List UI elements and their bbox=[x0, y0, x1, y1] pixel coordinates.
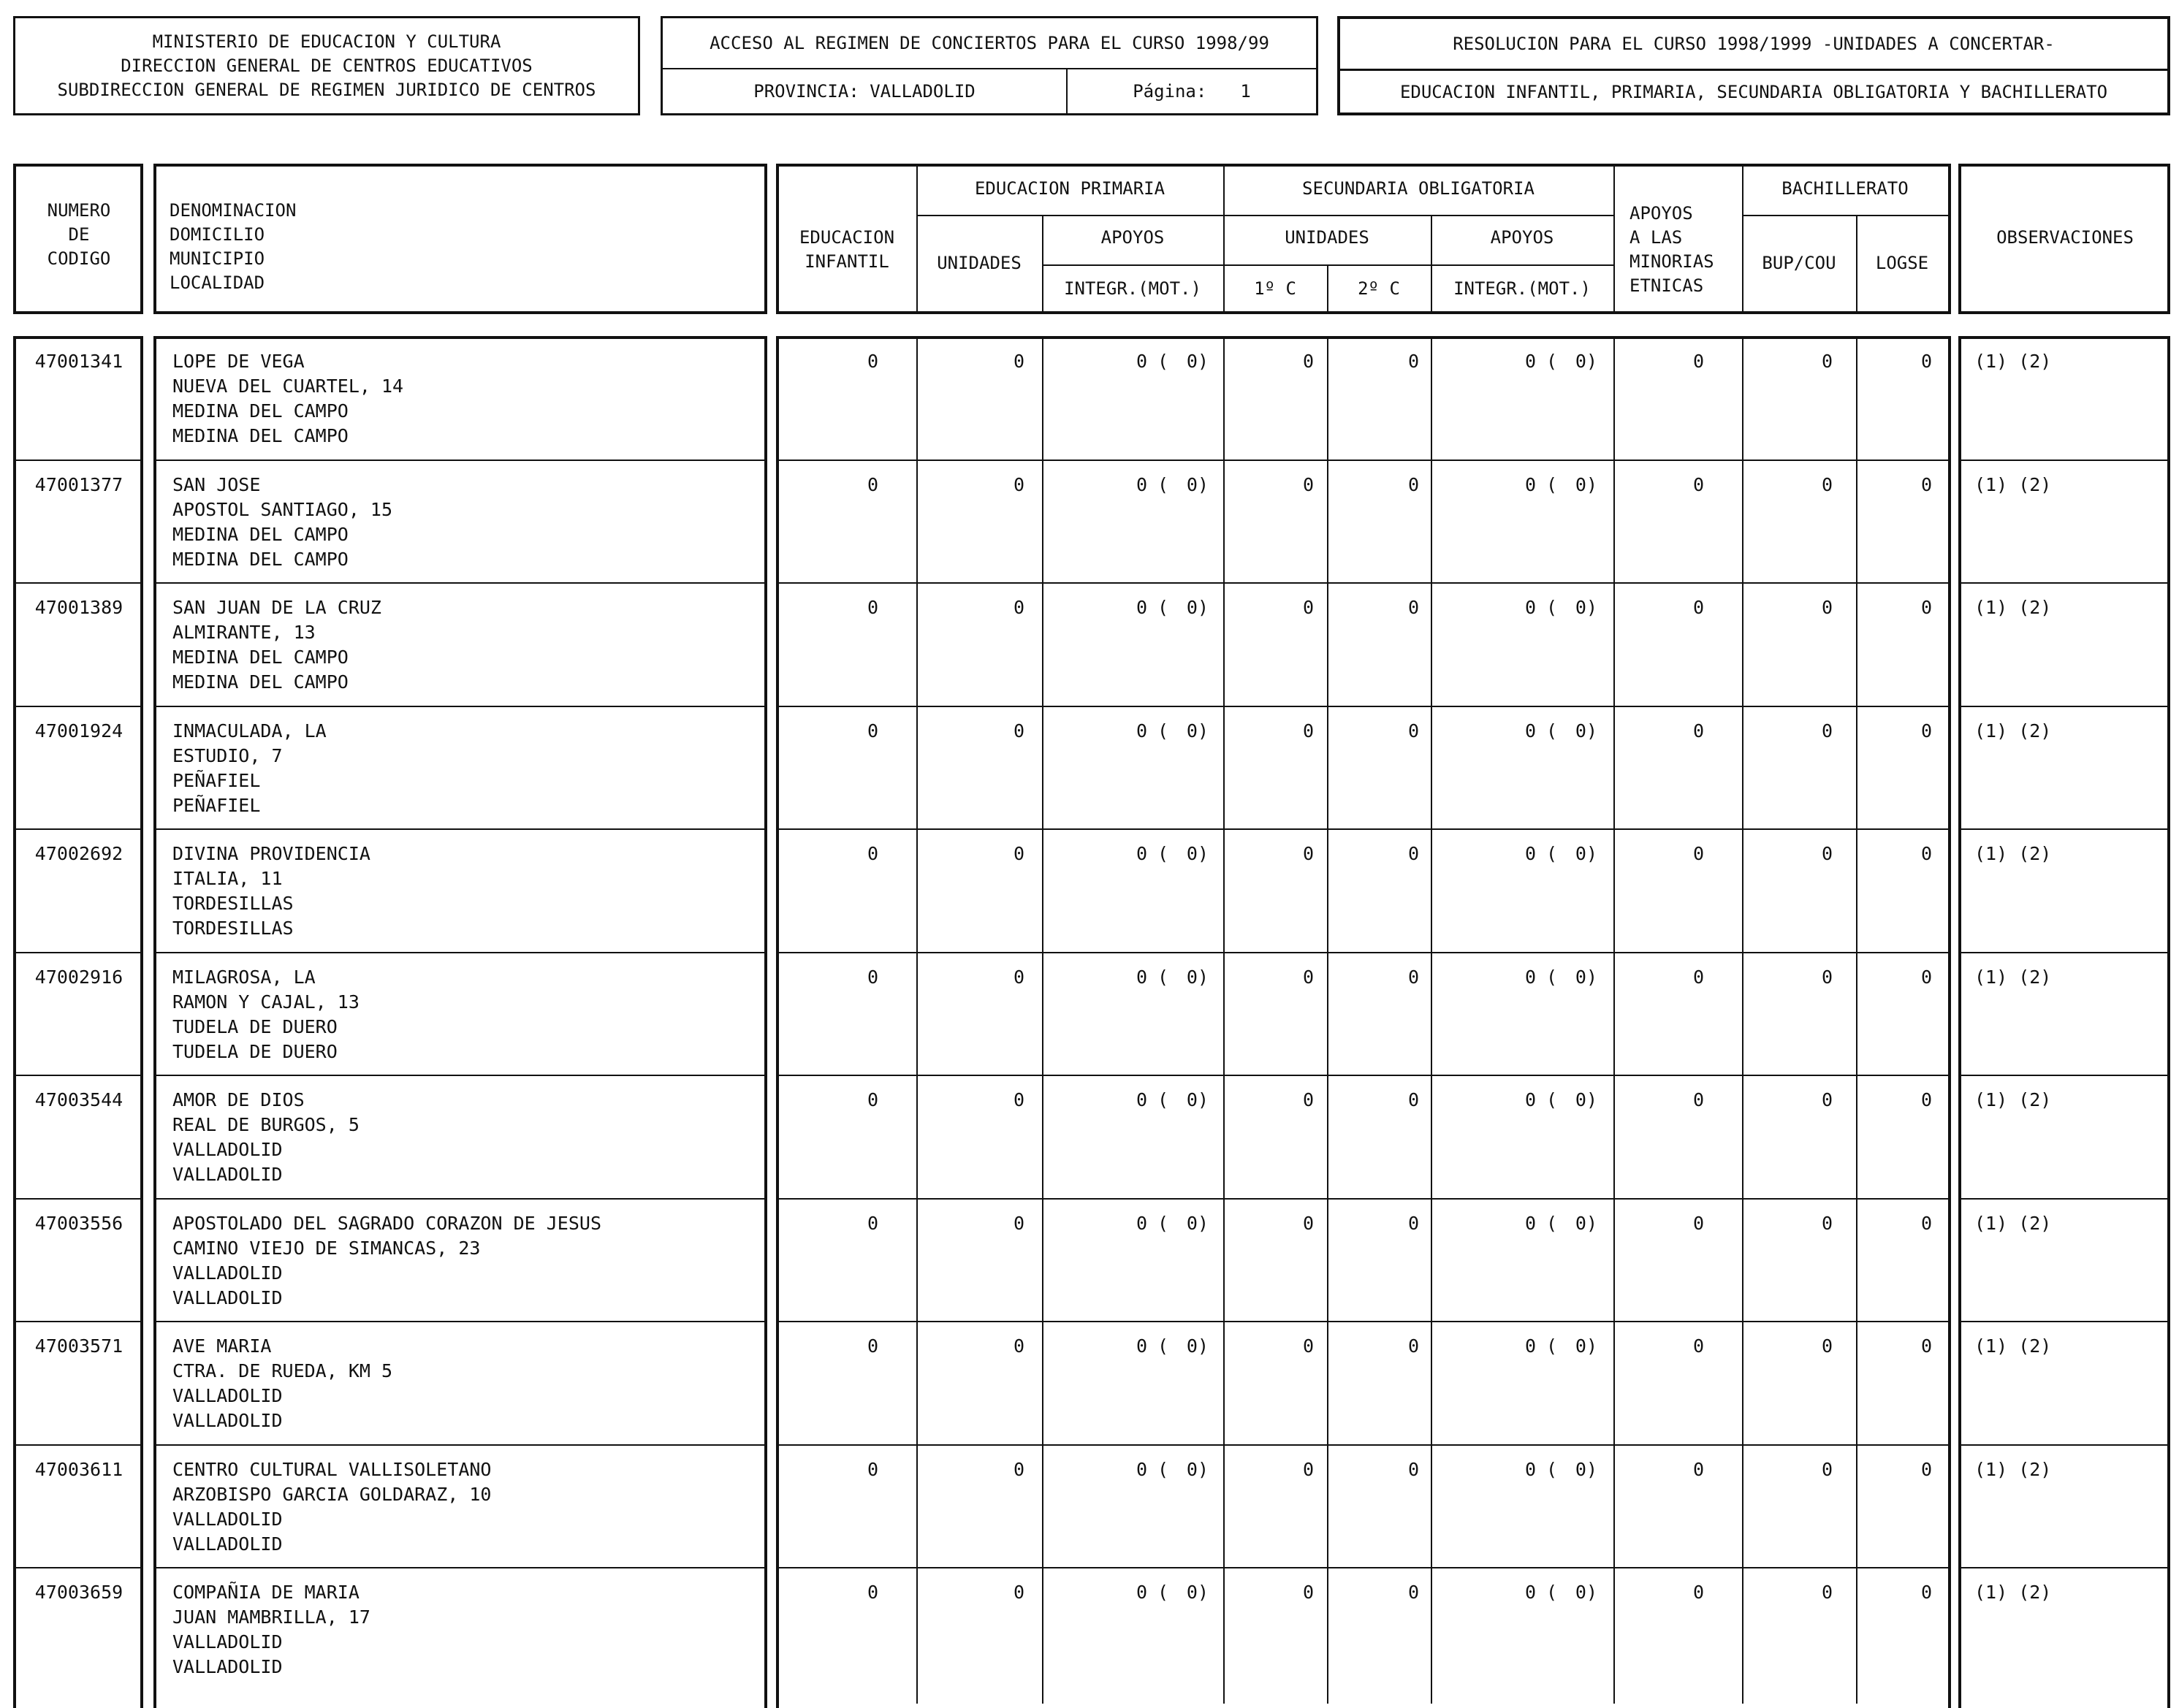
denominacion-cell: AVE MARIA bbox=[172, 1335, 272, 1357]
sec-apoyo-value: 0 bbox=[1524, 966, 1536, 988]
minorias-value: 0 bbox=[1692, 1335, 1704, 1357]
logse-value: 0 bbox=[1920, 351, 1932, 372]
sec-1c-value: 0 bbox=[1302, 351, 1314, 372]
prim-unidades-header: UNIDADES bbox=[937, 253, 1022, 273]
table-row bbox=[0, 1321, 2179, 1444]
infantil-value: 0 bbox=[867, 843, 878, 864]
prim-unidades-value: 0 bbox=[1013, 1335, 1024, 1357]
prim-unidades-value: 0 bbox=[1013, 966, 1024, 988]
prim-apoyo-value: 0 bbox=[1136, 351, 1147, 372]
sec-mot-value: 0) bbox=[1575, 1582, 1597, 1603]
codigo-cell: 47002692 bbox=[34, 843, 123, 864]
localidad-cell: VALLADOLID bbox=[172, 1286, 283, 1308]
codigo-cell: 47001341 bbox=[34, 351, 123, 372]
logse-value: 0 bbox=[1920, 1212, 1932, 1234]
observaciones-value: (1) (2) bbox=[1974, 1089, 2052, 1110]
prim-apoyo-value: 0 bbox=[1136, 1089, 1147, 1110]
bup-value: 0 bbox=[1821, 1582, 1833, 1603]
bup-value: 0 bbox=[1821, 351, 1833, 372]
minorias-value: 0 bbox=[1692, 351, 1704, 372]
observaciones-value: (1) (2) bbox=[1974, 351, 2052, 372]
paren-open: ( bbox=[1157, 843, 1169, 864]
logse-value: 0 bbox=[1920, 1582, 1932, 1603]
sec-apoyo-value: 0 bbox=[1524, 843, 1536, 864]
paren-open: ( bbox=[1546, 473, 1558, 495]
infantil-value: 0 bbox=[867, 1335, 878, 1357]
localidad-cell: VALLADOLID bbox=[172, 1656, 283, 1677]
pagina-indicator bbox=[1068, 69, 1316, 113]
paren-open: ( bbox=[1157, 1582, 1169, 1603]
paren-open: ( bbox=[1157, 1335, 1169, 1357]
sec-1c-value: 0 bbox=[1302, 966, 1314, 988]
table-row bbox=[0, 582, 2179, 706]
prim-mot-value: 0) bbox=[1186, 1582, 1209, 1603]
sec-1c-value: 0 bbox=[1302, 1335, 1314, 1357]
table-row bbox=[0, 1444, 2179, 1568]
denominacion-cell: SAN JOSE bbox=[172, 473, 261, 495]
observaciones-value: (1) (2) bbox=[1974, 473, 2052, 495]
prim-apoyo-value: 0 bbox=[1136, 597, 1147, 618]
bup-value: 0 bbox=[1821, 720, 1833, 741]
codigo-cell: 47003544 bbox=[34, 1089, 123, 1110]
infantil-value: 0 bbox=[867, 966, 878, 988]
sec-2c-value: 0 bbox=[1407, 966, 1419, 988]
observaciones-value: (1) (2) bbox=[1974, 1458, 2052, 1480]
denominacion-cell: APOSTOLADO DEL SAGRADO CORAZON DE JESUS bbox=[172, 1212, 601, 1234]
paren-open: ( bbox=[1546, 966, 1558, 988]
prim-unidades-value: 0 bbox=[1013, 473, 1024, 495]
logse-value: 0 bbox=[1920, 720, 1932, 741]
codigo-cell: 47003659 bbox=[34, 1582, 123, 1603]
table-row bbox=[0, 706, 2179, 829]
observaciones-value: (1) (2) bbox=[1974, 720, 2052, 741]
paren-open: ( bbox=[1546, 1335, 1558, 1357]
prim-unidades-value: 0 bbox=[1013, 597, 1024, 618]
bup-value: 0 bbox=[1821, 966, 1833, 988]
prim-apoyo-value: 0 bbox=[1136, 473, 1147, 495]
sec-1c-header: 1º C bbox=[1254, 278, 1296, 299]
paren-open: ( bbox=[1546, 597, 1558, 618]
prim-mot-value: 0) bbox=[1186, 473, 1209, 495]
primaria-header: EDUCACION PRIMARIA bbox=[974, 178, 1165, 199]
ministerio-box bbox=[13, 16, 640, 115]
sec-2c-value: 0 bbox=[1407, 1335, 1419, 1357]
sec-apoyo-value: 0 bbox=[1524, 1212, 1536, 1234]
sec-2c-value: 0 bbox=[1407, 473, 1419, 495]
prim-unidades-value: 0 bbox=[1013, 720, 1024, 741]
minorias-value: 0 bbox=[1692, 966, 1704, 988]
sec-1c-value: 0 bbox=[1302, 1582, 1314, 1603]
logse-value: 0 bbox=[1920, 1335, 1932, 1357]
sec-apoyo-value: 0 bbox=[1524, 1458, 1536, 1480]
observaciones-value: (1) (2) bbox=[1974, 1582, 2052, 1603]
acceso-box bbox=[661, 16, 1318, 115]
codigo-cell: 47001377 bbox=[34, 473, 123, 495]
sec-mot-value: 0) bbox=[1575, 473, 1597, 495]
direccion-line: DIRECCION GENERAL DE CENTROS EDUCATIVOS bbox=[121, 56, 533, 76]
prim-unidades-value: 0 bbox=[1013, 1212, 1024, 1234]
denominacion-cell: DIVINA PROVIDENCIA bbox=[172, 843, 370, 864]
municipio-cell: MEDINA DEL CAMPO bbox=[172, 647, 349, 668]
secundaria-header: SECUNDARIA OBLIGATORIA bbox=[1302, 178, 1535, 199]
sec-2c-value: 0 bbox=[1407, 597, 1419, 618]
domicilio-cell: CTRA. DE RUEDA, KM 5 bbox=[172, 1360, 393, 1381]
codigo-cell: 47001924 bbox=[34, 720, 123, 741]
prim-apoyo-value: 0 bbox=[1136, 720, 1147, 741]
domicilio-cell: REAL DE BURGOS, 5 bbox=[172, 1114, 360, 1135]
denominacion-cell: SAN JUAN DE LA CRUZ bbox=[172, 597, 381, 618]
denominacion-header: DENOMINACION DOMICILIO MUNICIPIO LOCALIDAD bbox=[170, 200, 297, 293]
domicilio-cell: ESTUDIO, 7 bbox=[172, 744, 283, 766]
subdireccion-line: SUBDIRECCION GENERAL DE REGIMEN JURIDICO DE CENTROS bbox=[57, 80, 596, 100]
localidad-cell: VALLADOLID bbox=[172, 1533, 283, 1555]
infantil-header: EDUCACION INFANTIL bbox=[799, 227, 895, 272]
infantil-value: 0 bbox=[867, 1212, 878, 1234]
paren-open: ( bbox=[1157, 1089, 1169, 1110]
paren-open: ( bbox=[1546, 1582, 1558, 1603]
sec-mot-value: 0) bbox=[1575, 1335, 1597, 1357]
localidad-cell: MEDINA DEL CAMPO bbox=[172, 425, 349, 446]
prim-apoyo-value: 0 bbox=[1136, 966, 1147, 988]
bup-value: 0 bbox=[1821, 843, 1833, 864]
sec-apoyos-header: APOYOS bbox=[1490, 227, 1554, 248]
paren-open: ( bbox=[1157, 351, 1169, 372]
prim-integr-header: INTEGR.(MOT.) bbox=[1064, 278, 1201, 299]
sec-mot-value: 0) bbox=[1575, 597, 1597, 618]
sec-mot-value: 0) bbox=[1575, 720, 1597, 741]
localidad-cell: MEDINA DEL CAMPO bbox=[172, 671, 349, 693]
municipio-cell: VALLADOLID bbox=[172, 1139, 283, 1160]
logse-value: 0 bbox=[1920, 597, 1932, 618]
bup-value: 0 bbox=[1821, 597, 1833, 618]
sec-2c-header: 2º C bbox=[1358, 278, 1400, 299]
infantil-value: 0 bbox=[867, 1582, 878, 1603]
observaciones-value: (1) (2) bbox=[1974, 597, 2052, 618]
minorias-value: 0 bbox=[1692, 1212, 1704, 1234]
sec-apoyo-value: 0 bbox=[1524, 1335, 1536, 1357]
sec-unidades-header: UNIDADES bbox=[1285, 227, 1369, 248]
prim-mot-value: 0) bbox=[1186, 843, 1209, 864]
prim-unidades-value: 0 bbox=[1013, 1582, 1024, 1603]
bup-value: 0 bbox=[1821, 473, 1833, 495]
prim-mot-value: 0) bbox=[1186, 1089, 1209, 1110]
prim-apoyo-value: 0 bbox=[1136, 1335, 1147, 1357]
provincia-label: PROVINCIA: VALLADOLID bbox=[753, 81, 976, 102]
prim-apoyos-header: APOYOS bbox=[1100, 227, 1165, 248]
domicilio-cell: RAMON Y CAJAL, 13 bbox=[172, 991, 360, 1013]
municipio-cell: VALLADOLID bbox=[172, 1262, 283, 1284]
sec-2c-value: 0 bbox=[1407, 1458, 1419, 1480]
codigo-cell: 47003556 bbox=[34, 1212, 123, 1234]
sec-apoyo-value: 0 bbox=[1524, 1582, 1536, 1603]
infantil-value: 0 bbox=[867, 597, 878, 618]
prim-mot-value: 0) bbox=[1186, 1212, 1209, 1234]
bup-value: 0 bbox=[1821, 1089, 1833, 1110]
paren-open: ( bbox=[1157, 966, 1169, 988]
infantil-value: 0 bbox=[867, 1089, 878, 1110]
paren-open: ( bbox=[1546, 351, 1558, 372]
denominacion-cell: MILAGROSA, LA bbox=[172, 966, 316, 988]
sec-apoyo-value: 0 bbox=[1524, 473, 1536, 495]
prim-unidades-value: 0 bbox=[1013, 1458, 1024, 1480]
bup-value: 0 bbox=[1821, 1212, 1833, 1234]
sec-1c-value: 0 bbox=[1302, 843, 1314, 864]
paren-open: ( bbox=[1157, 1212, 1169, 1234]
municipio-cell: TORDESILLAS bbox=[172, 893, 294, 914]
minorias-value: 0 bbox=[1692, 473, 1704, 495]
sec-1c-value: 0 bbox=[1302, 473, 1314, 495]
codigo-cell: 47003611 bbox=[34, 1458, 123, 1480]
niveles-title: EDUCACION INFANTIL, PRIMARIA, SECUNDARIA OBLIGATORIA Y BACHILLERATO bbox=[1399, 82, 2108, 102]
prim-mot-value: 0) bbox=[1186, 720, 1209, 741]
bup-value: 0 bbox=[1821, 1335, 1833, 1357]
sec-1c-value: 0 bbox=[1302, 1458, 1314, 1480]
prim-mot-value: 0) bbox=[1186, 1458, 1209, 1480]
pagina-label: Página: bbox=[1133, 81, 1207, 102]
minorias-value: 0 bbox=[1692, 1582, 1704, 1603]
sec-mot-value: 0) bbox=[1575, 843, 1597, 864]
sec-2c-value: 0 bbox=[1407, 843, 1419, 864]
domicilio-cell: CAMINO VIEJO DE SIMANCAS, 23 bbox=[172, 1237, 481, 1259]
sec-1c-value: 0 bbox=[1302, 597, 1314, 618]
sec-2c-value: 0 bbox=[1407, 1582, 1419, 1603]
localidad-cell: TORDESILLAS bbox=[172, 918, 294, 939]
paren-open: ( bbox=[1546, 843, 1558, 864]
prim-mot-value: 0) bbox=[1186, 351, 1209, 372]
prim-apoyo-value: 0 bbox=[1136, 1458, 1147, 1480]
bup-value: 0 bbox=[1821, 1458, 1833, 1480]
domicilio-cell: ALMIRANTE, 13 bbox=[172, 622, 316, 643]
sec-mot-value: 0) bbox=[1575, 1212, 1597, 1234]
sec-1c-value: 0 bbox=[1302, 1089, 1314, 1110]
bup-header: BUP/COU bbox=[1762, 253, 1836, 273]
infantil-value: 0 bbox=[867, 720, 878, 741]
infantil-value: 0 bbox=[867, 473, 878, 495]
paren-open: ( bbox=[1546, 720, 1558, 741]
pagina-value: 1 bbox=[1240, 81, 1251, 102]
ministerio-line: MINISTERIO DE EDUCACION Y CULTURA bbox=[152, 31, 501, 52]
localidad-cell: VALLADOLID bbox=[172, 1164, 283, 1185]
bachillerato-header: BACHILLERATO bbox=[1781, 178, 1909, 199]
denominacion-cell: AMOR DE DIOS bbox=[172, 1089, 305, 1110]
minorias-value: 0 bbox=[1692, 1458, 1704, 1480]
sec-apoyo-value: 0 bbox=[1524, 720, 1536, 741]
table-row bbox=[0, 1075, 2179, 1198]
paren-open: ( bbox=[1546, 1089, 1558, 1110]
codigo-cell: 47001389 bbox=[34, 597, 123, 618]
resolucion-title: RESOLUCION PARA EL CURSO 1998/1999 -UNIDADES A CONCERTAR- bbox=[1453, 34, 2055, 54]
infantil-value: 0 bbox=[867, 1458, 878, 1480]
localidad-cell: TUDELA DE DUERO bbox=[172, 1040, 338, 1062]
municipio-cell: VALLADOLID bbox=[172, 1385, 283, 1406]
sec-2c-value: 0 bbox=[1407, 1212, 1419, 1234]
denominacion-cell: CENTRO CULTURAL VALLISOLETANO bbox=[172, 1458, 492, 1480]
logse-header: LOGSE bbox=[1875, 253, 1929, 273]
sec-2c-value: 0 bbox=[1407, 1089, 1419, 1110]
municipio-cell: MEDINA DEL CAMPO bbox=[172, 400, 349, 422]
sec-1c-value: 0 bbox=[1302, 1212, 1314, 1234]
observaciones-header: OBSERVACIONES bbox=[1996, 227, 2134, 248]
sec-integr-header: INTEGR.(MOT.) bbox=[1453, 278, 1591, 299]
domicilio-cell: APOSTOL SANTIAGO, 15 bbox=[172, 498, 393, 520]
paren-open: ( bbox=[1157, 597, 1169, 618]
logse-value: 0 bbox=[1920, 843, 1932, 864]
logse-value: 0 bbox=[1920, 1458, 1932, 1480]
codigo-cell: 47003571 bbox=[34, 1335, 123, 1357]
localidad-cell: PEÑAFIEL bbox=[172, 794, 261, 816]
observaciones-value: (1) (2) bbox=[1974, 843, 2052, 864]
sec-apoyo-value: 0 bbox=[1524, 351, 1536, 372]
sec-mot-value: 0) bbox=[1575, 1089, 1597, 1110]
sec-2c-value: 0 bbox=[1407, 351, 1419, 372]
sec-mot-value: 0) bbox=[1575, 351, 1597, 372]
observaciones-value: (1) (2) bbox=[1974, 1335, 2052, 1357]
municipio-cell: PEÑAFIEL bbox=[172, 769, 261, 791]
domicilio-cell: JUAN MAMBRILLA, 17 bbox=[172, 1606, 370, 1628]
prim-unidades-value: 0 bbox=[1013, 1089, 1024, 1110]
table-row bbox=[0, 1198, 2179, 1322]
table-row bbox=[0, 336, 2179, 460]
sec-2c-value: 0 bbox=[1407, 720, 1419, 741]
municipio-cell: TUDELA DE DUERO bbox=[172, 1015, 338, 1037]
table-row bbox=[0, 460, 2179, 583]
denominacion-cell: COMPAÑIA DE MARIA bbox=[172, 1582, 360, 1603]
municipio-cell: MEDINA DEL CAMPO bbox=[172, 523, 349, 545]
minorias-value: 0 bbox=[1692, 1089, 1704, 1110]
prim-mot-value: 0) bbox=[1186, 1335, 1209, 1357]
municipio-cell: VALLADOLID bbox=[172, 1508, 283, 1530]
paren-open: ( bbox=[1157, 720, 1169, 741]
domicilio-cell: NUEVA DEL CUARTEL, 14 bbox=[172, 375, 404, 397]
denominacion-cell: INMACULADA, LA bbox=[172, 720, 327, 741]
minorias-value: 0 bbox=[1692, 720, 1704, 741]
sec-1c-value: 0 bbox=[1302, 720, 1314, 741]
minorias-value: 0 bbox=[1692, 843, 1704, 864]
logse-value: 0 bbox=[1920, 966, 1932, 988]
localidad-cell: VALLADOLID bbox=[172, 1410, 283, 1431]
table-row bbox=[0, 1567, 2179, 1690]
table-row bbox=[0, 828, 2179, 952]
paren-open: ( bbox=[1546, 1458, 1558, 1480]
prim-unidades-value: 0 bbox=[1013, 351, 1024, 372]
localidad-cell: MEDINA DEL CAMPO bbox=[172, 548, 349, 570]
resolucion-box bbox=[1337, 16, 2170, 115]
prim-mot-value: 0) bbox=[1186, 597, 1209, 618]
minorias-value: 0 bbox=[1692, 597, 1704, 618]
sec-mot-value: 0) bbox=[1575, 1458, 1597, 1480]
sec-apoyo-value: 0 bbox=[1524, 597, 1536, 618]
prim-mot-value: 0) bbox=[1186, 966, 1209, 988]
sec-mot-value: 0) bbox=[1575, 966, 1597, 988]
paren-open: ( bbox=[1157, 1458, 1169, 1480]
observaciones-value: (1) (2) bbox=[1974, 966, 2052, 988]
logse-value: 0 bbox=[1920, 1089, 1932, 1110]
prim-apoyo-value: 0 bbox=[1136, 843, 1147, 864]
observaciones-value: (1) (2) bbox=[1974, 1212, 2052, 1234]
domicilio-cell: ARZOBISPO GARCIA GOLDARAZ, 10 bbox=[172, 1483, 492, 1505]
minorias-header: APOYOS A LAS MINORIAS ETNICAS bbox=[1630, 203, 1714, 296]
paren-open: ( bbox=[1546, 1212, 1558, 1234]
sec-apoyo-value: 0 bbox=[1524, 1089, 1536, 1110]
logse-value: 0 bbox=[1920, 473, 1932, 495]
municipio-cell: VALLADOLID bbox=[172, 1631, 283, 1652]
codigo-header: NUMERO DE CODIGO bbox=[47, 200, 111, 269]
codigo-cell: 47002916 bbox=[34, 966, 123, 988]
acceso-title: ACCESO AL REGIMEN DE CONCIERTOS PARA EL CURSO 1998/99 bbox=[710, 33, 1269, 53]
table-row bbox=[0, 952, 2179, 1075]
infantil-value: 0 bbox=[867, 351, 878, 372]
prim-apoyo-value: 0 bbox=[1136, 1212, 1147, 1234]
prim-apoyo-value: 0 bbox=[1136, 1582, 1147, 1603]
paren-open: ( bbox=[1157, 473, 1169, 495]
denominacion-cell: LOPE DE VEGA bbox=[172, 351, 305, 372]
prim-unidades-value: 0 bbox=[1013, 843, 1024, 864]
domicilio-cell: ITALIA, 11 bbox=[172, 868, 283, 889]
